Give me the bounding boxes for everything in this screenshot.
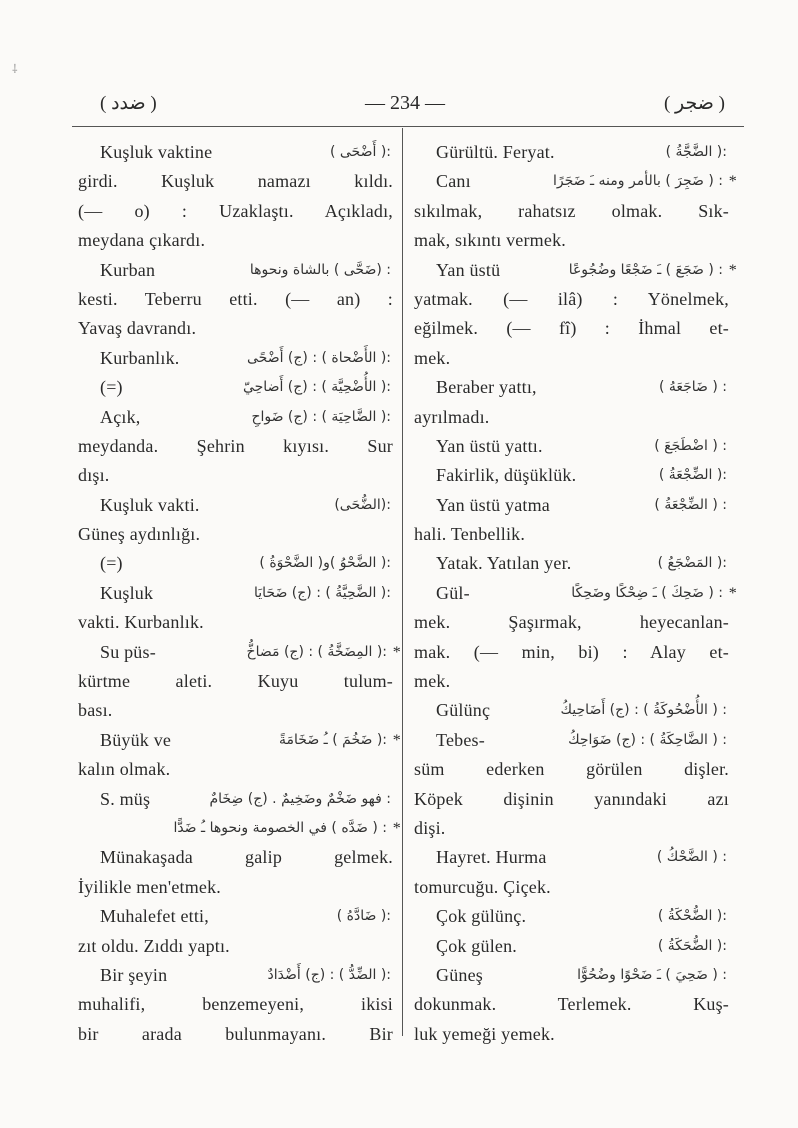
line-text: bası. [78, 700, 113, 721]
line-text: Güneş aydınlığı. [78, 524, 201, 545]
dictionary-line [78, 197, 393, 226]
header-right-root: ( ضجر ) [663, 93, 725, 114]
dictionary-line [414, 1020, 729, 1049]
line-text: vakti. Kurbanlık. [78, 612, 204, 633]
dictionary-line [78, 373, 393, 402]
line-text: dokunmak. Terlemek. Kuş- [414, 994, 729, 1015]
dictionary-line [78, 491, 393, 520]
line-text: Çok gülünç. [436, 906, 527, 927]
dictionary-line [414, 491, 729, 520]
dictionary-line [78, 932, 393, 961]
dictionary-line [78, 549, 393, 578]
line-text: Çok gülen. [436, 935, 517, 956]
dictionary-line [78, 403, 393, 432]
line-text: Gül- [436, 582, 470, 603]
arabic-headword: :( الضَّجَّةُ ) [665, 144, 727, 160]
dictionary-line [78, 256, 393, 285]
line-text: dişi. [414, 817, 446, 838]
arabic-headword: :( الأُضْحِيَّة ) : (ج) أَضاحِيّ [242, 379, 391, 396]
dictionary-line [414, 314, 729, 343]
arabic-headword: : ( اضْطَجَعَ ) [654, 437, 727, 454]
line-text: Büyük ve [100, 729, 172, 750]
dictionary-line [78, 961, 393, 990]
line-text: Yan üstü yatma [436, 494, 550, 515]
line-text: (=) [100, 377, 123, 398]
arabic-headword: : ( ضَجِرَ ) بالأمر ومنه ـَ ضَجَرًا [553, 173, 723, 190]
dictionary-line [78, 138, 393, 167]
dictionary-line [414, 138, 729, 167]
line-text: Kurbanlık. [100, 347, 180, 368]
line-text: muhalifi, benzemeyeni, ikisi [78, 994, 393, 1015]
arabic-headword: :( الضَّاحِيَة ) : (ج) ضَواحِ [251, 408, 391, 425]
arabic-headword: : ( ضَحِكَ ) ـَ ضِحْكًا وضَحِكًا [571, 584, 723, 601]
page-header [60, 92, 750, 122]
line-text: Canı [436, 171, 471, 192]
arabic-headword: :( الضُّحْكَةُ ) [657, 908, 727, 925]
dictionary-line [414, 403, 729, 432]
line-text: zıt oldu. Zıddı yaptı. [78, 935, 230, 956]
dictionary-line [78, 755, 393, 784]
dictionary-line [414, 285, 729, 314]
line-text: Yan üstü yattı. [436, 435, 543, 456]
left-column [78, 138, 401, 1049]
line-text: kürtme aleti. Kuyu tulum- [78, 671, 393, 692]
arabic-headword: :( ضَادَّهُ ) [336, 908, 391, 925]
line-text: Münakaşada galip gelmek. [100, 847, 393, 868]
arabic-headword: : (ضَحَّى ) بالشاة ونحوها [249, 261, 391, 278]
line-text: sıkılmak, rahatsız olmak. Sık- [414, 200, 729, 221]
dictionary-line [414, 549, 729, 578]
dictionary-line [414, 932, 729, 961]
arabic-headword: :( الضَّحْوُ )و( الضَّحْوَةُ ) [259, 555, 391, 572]
line-text: meydana çıkardı. [78, 230, 206, 251]
line-text: mek. [414, 347, 451, 368]
arabic-headword: : ( الضَّاحِكَةُ ) : (ج) ضَوَاحِكُ [568, 731, 727, 748]
line-text: Gülünç [436, 700, 491, 721]
line-text: mek. Şaşırmak, heyecanlan- [414, 612, 729, 633]
line-text: yatmak. (— ilâ) : Yönelmek, [414, 288, 729, 309]
line-text: ayrılmadı. [414, 406, 490, 427]
line-text: luk yemeği yemek. [414, 1023, 555, 1044]
arabic-headword: : ( ضَدَّه ) في الخصومة ونحوها ـُ ضَدًّا [173, 819, 387, 836]
dictionary-line [414, 667, 729, 696]
line-text: Muhalefet etti, [100, 906, 209, 927]
arabic-headword: :( الضِّدُّ ) : (ج) أَضْدَادٌ [267, 966, 391, 983]
line-text: Yan üstü [436, 259, 501, 280]
dictionary-line [414, 344, 729, 373]
line-text: S. müş [100, 788, 151, 809]
line-text: Su püs- [100, 641, 156, 662]
right-column [414, 138, 737, 1049]
dictionary-line [78, 167, 393, 196]
arabic-headword: :( أَضْحَى ) [329, 144, 391, 160]
line-text: Hayret. Hurma [436, 847, 547, 868]
arabic-headword: :(الضُّحَى) [334, 496, 391, 513]
arabic-headword: : ( ضَجَعَ ) ـَ ضَجْعًا وضُجُوعًا [568, 261, 723, 278]
arabic-headword: : ( ضَاجَعَهُ ) [658, 379, 727, 396]
entry-star-marker: * [728, 173, 737, 191]
line-text: Güneş [436, 964, 483, 985]
dictionary-line [78, 285, 393, 314]
dictionary-line [414, 461, 729, 490]
margin-mark: ⸸ [12, 62, 18, 76]
dictionary-line [78, 1020, 393, 1049]
dictionary-line [414, 197, 729, 226]
dictionary-line [414, 961, 729, 990]
dictionary-line [78, 990, 393, 1019]
arabic-headword: :( المَضْجَعُ ) [657, 555, 727, 572]
dictionary-line [78, 638, 401, 667]
dictionary-line [78, 696, 393, 725]
line-text: Açık, [100, 406, 141, 427]
dictionary-line [78, 520, 393, 549]
arabic-headword: : ( الضِّجْعَةُ ) [654, 496, 727, 513]
dictionary-line [78, 843, 393, 872]
line-text: mak, sıkıntı vermek. [414, 230, 566, 251]
dictionary-line [414, 432, 729, 461]
dictionary-line [78, 785, 393, 814]
line-text: Köpek dişinin yanındaki azı [414, 788, 729, 809]
line-text: dışı. [78, 465, 110, 486]
dictionary-line [78, 461, 393, 490]
dictionary-line [414, 902, 729, 931]
arabic-headword: :( المِضَخَّةُ ) : (ج) مَضاخُّ [246, 643, 387, 660]
arabic-headword: : ( الأُضْحُوكَةُ ) : (ج) أَضَاحِيكُ [560, 702, 727, 719]
arabic-headword: :( الضَّحِيَّةُ ) : (ج) ضَحَايَا [254, 584, 391, 601]
entry-star-marker: * [392, 819, 401, 837]
column-divider [402, 128, 403, 1036]
dictionary-line [78, 902, 393, 931]
dictionary-line [414, 167, 737, 196]
arabic-headword: :( الأَضْحاة ) : (ج) أَضْحًى [247, 349, 391, 366]
entry-star-marker: * [728, 584, 737, 602]
arabic-headword: :( ضَخُمَ ) ـُ ضَخَامَةً [279, 731, 387, 748]
entry-star-marker: * [728, 261, 737, 279]
dictionary-line [414, 990, 729, 1019]
dictionary-line [414, 520, 729, 549]
arabic-headword: :( الضِّجْعَةُ ) [658, 467, 727, 484]
arabic-headword: : فهو ضَخْمٌ وضَخِيمٌ . (ج) ضِخَامٌ [209, 790, 391, 807]
arabic-headword: : ( الضَّحْكُ ) [656, 849, 727, 866]
dictionary-line [414, 814, 729, 843]
dictionary-line [414, 843, 729, 872]
line-text: Kurban [100, 259, 156, 280]
dictionary-line [414, 785, 729, 814]
line-text: meydanda. Şehrin kıyısı. Sur [78, 435, 393, 456]
line-text: mak. (— min, bi) : Alay et- [414, 641, 729, 662]
dictionary-line [414, 755, 729, 784]
page-number: — 234 — [365, 92, 445, 114]
line-text: Fakirlik, düşüklük. [436, 465, 577, 486]
line-text: mek. [414, 671, 451, 692]
arabic-headword: : ( ضَحِيَ ) ـَ ضَحْوًا وضُحُوًّا [577, 966, 727, 983]
dictionary-line [78, 873, 393, 902]
line-text: kesti. Teberru etti. (— an) : [78, 288, 393, 309]
line-text: Bir şeyin [100, 964, 168, 985]
dictionary-line [78, 667, 393, 696]
dictionary-line [78, 579, 393, 608]
dictionary-line [414, 638, 729, 667]
dictionary-line [414, 256, 737, 285]
dictionary-line [78, 314, 393, 343]
header-rule [72, 126, 744, 127]
dictionary-line [414, 726, 729, 755]
line-text: süm ederken görülen dişler. [414, 759, 729, 780]
line-text: girdi. Kuşluk namazı kıldı. [78, 171, 393, 192]
dictionary-line [78, 226, 393, 255]
dictionary-line [414, 696, 729, 725]
line-text: Yatak. Yatılan yer. [436, 553, 572, 574]
line-text: (— o) : Uzaklaştı. Açıkladı, [78, 200, 393, 221]
line-text: kalın olmak. [78, 759, 171, 780]
line-text: Kuşluk vakti. [100, 494, 200, 515]
line-text: tomurcuğu. Çiçek. [414, 876, 551, 897]
arabic-headword: :( الضُّحَكَةُ ) [657, 937, 727, 954]
dictionary-line [414, 608, 729, 637]
line-text: Tebes- [436, 729, 485, 750]
line-text: İyilikle men'etmek. [78, 876, 222, 897]
dictionary-line [78, 608, 393, 637]
entry-star-marker: * [392, 643, 401, 661]
line-text: eğilmek. (— fî) : İhmal et- [414, 318, 729, 339]
dictionary-line [414, 579, 737, 608]
dictionary-line [78, 344, 393, 373]
dictionary-line [78, 432, 393, 461]
dictionary-line [78, 814, 401, 843]
dictionary-line [414, 373, 729, 402]
dictionary-line [414, 226, 729, 255]
line-text: Kuşluk [100, 582, 154, 603]
header-left-root: ( ضدد ) [100, 93, 157, 114]
line-text: Kuşluk vaktine [100, 142, 213, 162]
entry-star-marker: * [392, 731, 401, 749]
line-text: bir arada bulunmayanı. Bir [78, 1023, 393, 1044]
line-text: hali. Tenbellik. [414, 524, 526, 545]
line-text: (=) [100, 553, 123, 574]
line-text: Yavaş davrandı. [78, 318, 197, 339]
dictionary-line [78, 726, 401, 755]
line-text: Beraber yattı, [436, 377, 537, 398]
dictionary-line [414, 873, 729, 902]
line-text: Gürültü. Feryat. [436, 142, 555, 162]
